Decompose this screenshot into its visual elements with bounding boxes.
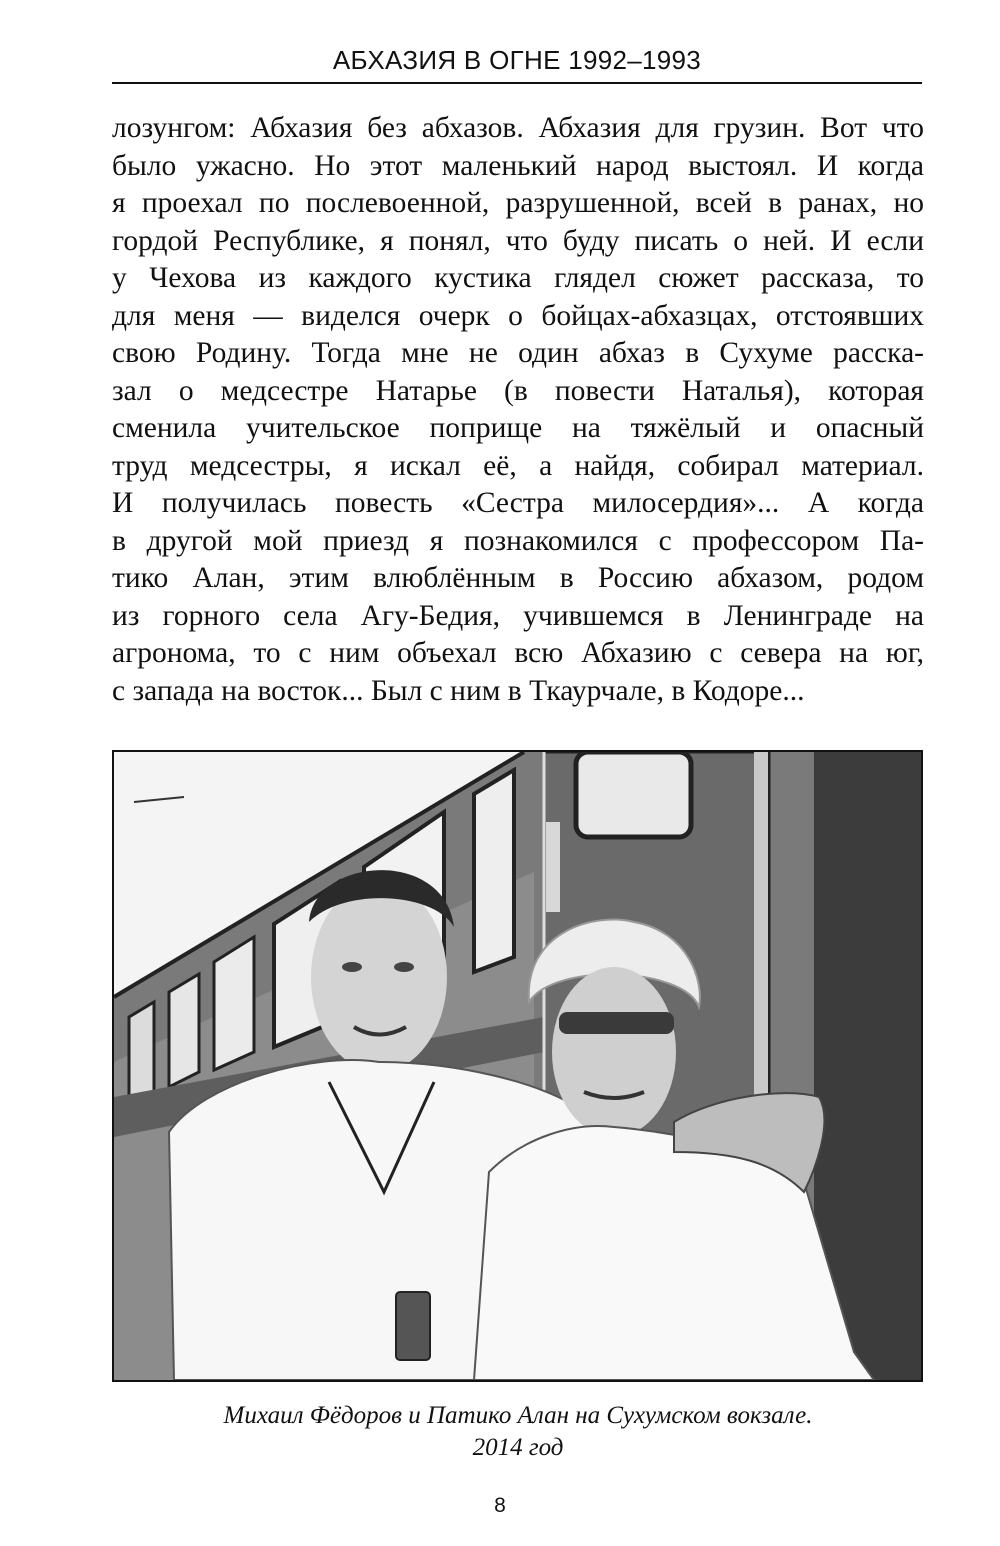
text-line: зал о медсестре Натарье (в повести Наталья), которая — [112, 374, 924, 407]
text-line: с запада на восток... Был с ним в Ткаурчале, в Кодоре... — [112, 674, 805, 707]
text-line: лозунгом: Абхазия без абхазов. Абхазия для грузин. Вот что — [112, 112, 924, 144]
text-line: И получилась повесть «Сестра милосердия»... А когда — [112, 487, 924, 519]
page-number: 8 — [494, 1494, 506, 1517]
text-line: сменила учительское поприще на тяжёлый и опасный — [112, 412, 924, 444]
text-line: агронома, то с ним объехал всю Абхазию с севера на юг, — [112, 637, 924, 669]
text-line: я проехал по послевоенной, разрушенной, всей в ранах, но — [112, 187, 924, 219]
text-line: гордой Республике, я понял, что буду писать о ней. И если — [112, 224, 924, 257]
photo-caption — [112, 1400, 924, 1464]
text-line: свою Родину. Тогда мне не один абхаз в Сухуме расска- — [112, 337, 924, 369]
photograph-two-men-at-train — [112, 750, 923, 1382]
text-line: труд медсестры, я искал её, а найдя, собирал материал. — [112, 449, 924, 482]
caption-line: Михаил Фёдоров и Патико Алан на Сухумском вокзале. — [223, 1402, 813, 1429]
text-line: из горного села Агу-Бедия, учившемся в Ленинграде на — [112, 599, 924, 632]
text-line: для меня — виделся очерк о бойцах-абхазцах, отстоявших — [112, 299, 924, 332]
caption-line: 2014 год — [472, 1434, 564, 1461]
text-line: в другой мой приезд я познакомился с профессором Па- — [112, 524, 924, 557]
running-header: АБХАЗИЯ В ОГНЕ 1992–1993 — [112, 42, 922, 84]
text-line: тико Алан, этим влюблённым в Россию абхазом, родом — [112, 562, 924, 594]
body-text — [112, 110, 924, 710]
text-line: у Чехова из каждого кустика глядел сюжет рассказа, то — [112, 262, 924, 294]
text-line: было ужасно. Но этот маленький народ выстоял. И когда — [112, 149, 924, 182]
